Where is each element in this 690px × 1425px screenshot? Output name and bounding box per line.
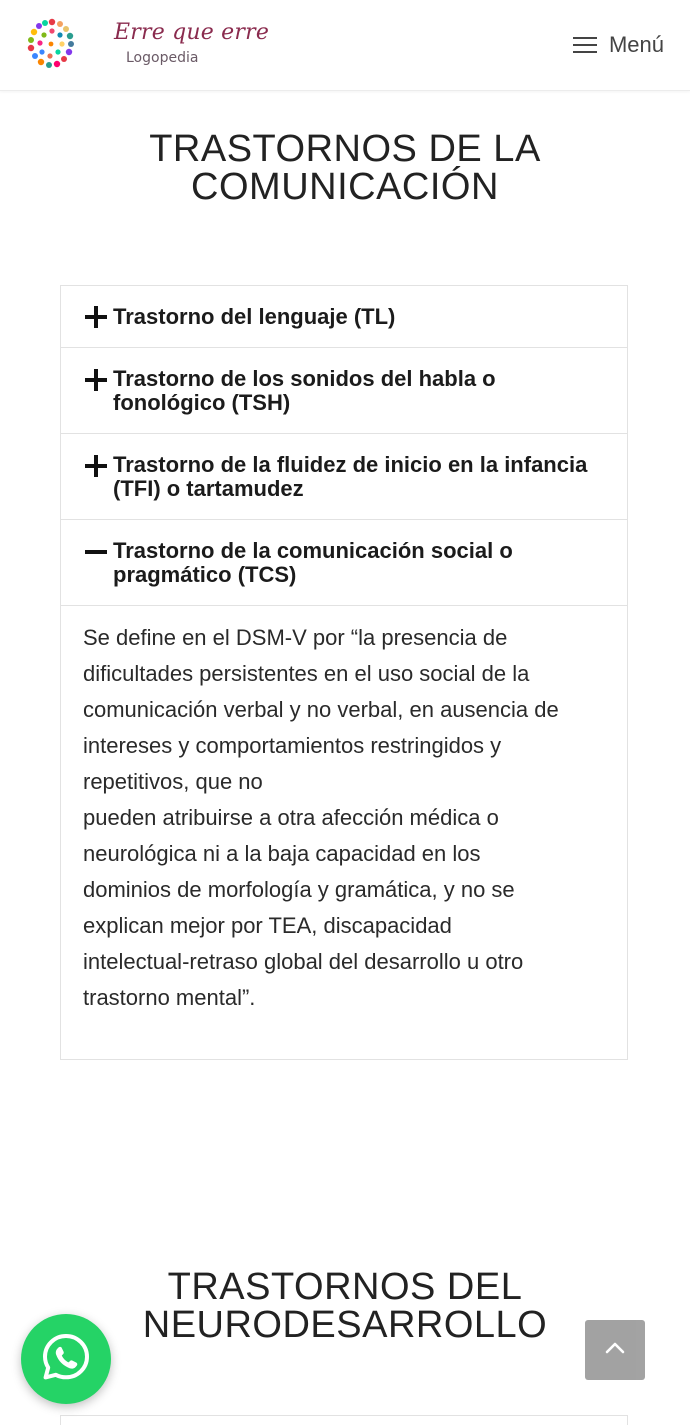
- whatsapp-button[interactable]: [21, 1314, 111, 1404]
- hamburger-icon: [573, 36, 597, 54]
- accordion-header-tfi[interactable]: [61, 434, 627, 519]
- accordion-title: [113, 367, 496, 415]
- body-line: trastorno mental”.: [83, 985, 256, 1010]
- body-line: repetitivos, que no: [83, 769, 263, 794]
- whatsapp-icon: [39, 1330, 93, 1389]
- accordion-title: [113, 305, 395, 329]
- dotted-circle-logo-icon[interactable]: [22, 17, 82, 73]
- brand-name[interactable]: Erre que erre: [114, 20, 270, 45]
- accordion-title: [113, 453, 587, 501]
- accordion-header-tcs[interactable]: [61, 520, 627, 605]
- plus-icon: [85, 306, 107, 328]
- accordion-item-tfi: [61, 434, 627, 520]
- body-line: explican mejor por TEA, discapacidad: [83, 913, 452, 938]
- back-to-top-button[interactable]: [585, 1320, 645, 1380]
- accordion-item-tl: [61, 286, 627, 348]
- minus-icon: [85, 541, 107, 563]
- body-line: dominios de morfología y gramática, y no se: [83, 877, 515, 902]
- body-line: dificultades persistentes en el uso social de la: [83, 661, 530, 686]
- accordion-panel-tcs: [61, 605, 627, 1059]
- brand-subtitle[interactable]: Logopedia: [126, 50, 199, 66]
- accordion-title-line: Trastorno de la comunicación social o: [113, 537, 513, 563]
- accordion-title-line: fonológico (TSH): [113, 389, 291, 415]
- accordion-title-line: Trastorno del lenguaje (TL): [113, 303, 396, 329]
- accordion-title-line: Trastorno de la fluidez de inicio en la infancia: [113, 451, 588, 477]
- accordion-title-line: (TFI) o tartamudez: [113, 475, 304, 501]
- section-title-line: COMUNICACIÓN: [191, 166, 499, 209]
- body-line: neurológica ni a la baja capacidad en los: [83, 841, 481, 866]
- body-line: Se define en el DSM-V por “la presencia de: [83, 625, 508, 650]
- plus-icon: [85, 369, 107, 391]
- accordion-title: [113, 539, 513, 587]
- accordion-item-tcs: [61, 520, 627, 1059]
- accordion-title-line: Trastorno de los sonidos del habla o: [113, 365, 496, 391]
- body-line: intereses y comportamientos restringidos y: [83, 733, 502, 758]
- plus-icon: [85, 455, 107, 477]
- section-title-comunicacion: [0, 128, 690, 209]
- accordion-neurodesarrollo: [60, 1415, 628, 1425]
- section-title-line: TRASTORNOS DEL: [167, 1265, 523, 1308]
- accordion-title-line: pragmático (TCS): [113, 561, 297, 587]
- menu-label: Menú: [608, 32, 664, 57]
- accordion-comunicacion: [60, 285, 628, 1060]
- accordion-header-tl[interactable]: [61, 286, 627, 347]
- body-line: intelectual-retraso global del desarrollo u otro: [83, 949, 524, 974]
- body-line: pueden atribuirse a otra afección médica o: [83, 805, 499, 830]
- menu-button[interactable]: [573, 28, 664, 62]
- site-header: [0, 0, 690, 91]
- section-title-line: TRASTORNOS DE LA: [149, 128, 541, 171]
- body-line: comunicación verbal y no verbal, en ausencia de: [83, 697, 559, 722]
- section-title-line: NEURODESARROLLO: [142, 1303, 548, 1346]
- accordion-header-tsh[interactable]: [61, 348, 627, 433]
- accordion-item-tsh: [61, 348, 627, 434]
- accordion-body-text: [83, 620, 605, 1016]
- chevron-up-icon: [604, 1341, 626, 1360]
